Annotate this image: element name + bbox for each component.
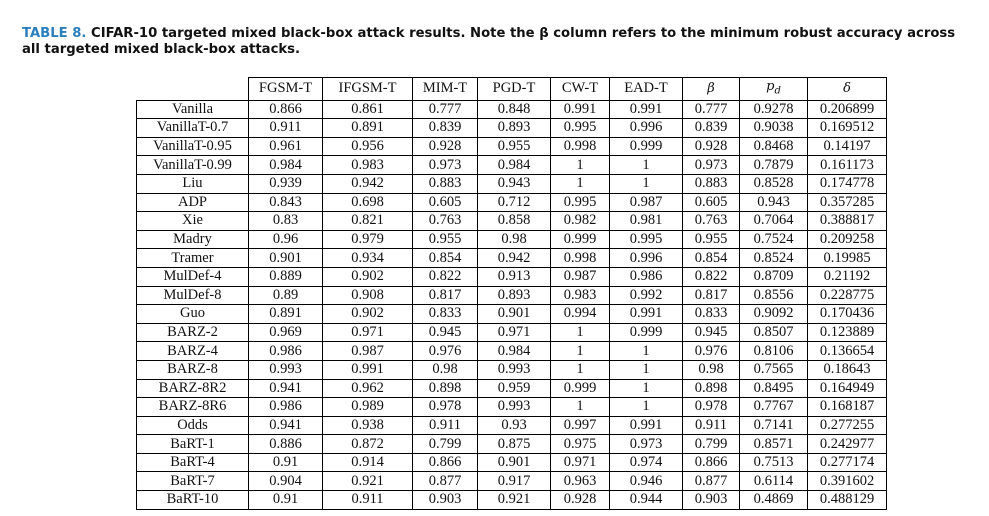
cell-delta: 0.21192 [808,267,887,286]
cell-mim-t: 0.978 [413,398,478,417]
cell-ead-t: 0.946 [610,472,683,491]
cell-ead-t: 0.992 [610,286,683,305]
model-name-cell: Vanilla [137,100,249,119]
cell-beta: 0.973 [683,156,740,175]
cell-cw-t: 0.995 [551,193,610,212]
cell-ead-t: 1 [610,342,683,361]
cell-mim-t: 0.903 [413,491,478,510]
cell-beta: 0.978 [683,398,740,417]
cell-cw-t: 0.999 [551,230,610,249]
cell-mim-t: 0.883 [413,174,478,193]
cell-beta: 0.877 [683,472,740,491]
cell-ifgsm-t: 0.989 [323,398,413,417]
cell-ifgsm-t: 0.979 [323,230,413,249]
cell-ifgsm-t: 0.698 [323,193,413,212]
cell-cw-t: 0.999 [551,379,610,398]
cell-delta: 0.388817 [808,212,887,231]
cell-mim-t: 0.817 [413,286,478,305]
cell-ifgsm-t: 0.821 [323,212,413,231]
cell-ead-t: 0.987 [610,193,683,212]
cell-ead-t: 0.991 [610,100,683,119]
cell-mim-t: 0.605 [413,193,478,212]
cell-pgd-t: 0.959 [478,379,551,398]
results-table-container [136,77,887,510]
cell-fgsm-t: 0.891 [249,305,323,324]
cell-mim-t: 0.928 [413,137,478,156]
model-name-cell: Odds [137,416,249,435]
cell-pgd-t: 0.712 [478,193,551,212]
cell-cw-t: 0.987 [551,267,610,286]
cell-fgsm-t: 0.941 [249,416,323,435]
header-fgsm-t: FGSM-T [249,78,323,101]
cell-ead-t: 0.974 [610,453,683,472]
cell-ifgsm-t: 0.991 [323,360,413,379]
cell-ead-t: 1 [610,174,683,193]
cell-ead-t: 0.981 [610,212,683,231]
cell-delta: 0.228775 [808,286,887,305]
cell-ifgsm-t: 0.861 [323,100,413,119]
header-pd-symbol: p [766,79,775,94]
header-pgd-t: PGD-T [478,78,551,101]
cell-pd: 0.8468 [740,137,808,156]
cell-mim-t: 0.866 [413,453,478,472]
model-name-cell: MulDef-8 [137,286,249,305]
model-name-cell: VanillaT-0.99 [137,156,249,175]
cell-ead-t: 0.973 [610,435,683,454]
cell-ifgsm-t: 0.908 [323,286,413,305]
model-name-cell: VanillaT-0.7 [137,119,249,138]
cell-delta: 0.170436 [808,305,887,324]
table-caption-text: CIFAR-10 targeted mixed black-box attack results. Note the β column refers to the minimum robust accuracy across all targeted mixed black-box attacks. [22,26,956,57]
table-row [137,212,887,231]
cell-ead-t: 1 [610,360,683,379]
table-caption [22,26,972,58]
cell-delta: 0.277255 [808,416,887,435]
table-row [137,267,887,286]
cell-cw-t: 1 [551,323,610,342]
cell-cw-t: 0.963 [551,472,610,491]
cell-beta: 0.928 [683,137,740,156]
model-name-cell: BaRT-1 [137,435,249,454]
cell-fgsm-t: 0.91 [249,453,323,472]
cell-pgd-t: 0.917 [478,472,551,491]
cell-fgsm-t: 0.91 [249,491,323,510]
cell-pgd-t: 0.893 [478,119,551,138]
cell-mim-t: 0.799 [413,435,478,454]
cell-beta: 0.854 [683,249,740,268]
cell-ifgsm-t: 0.902 [323,267,413,286]
cell-ead-t: 0.999 [610,137,683,156]
cell-ifgsm-t: 0.902 [323,305,413,324]
model-name-cell: Madry [137,230,249,249]
cell-delta: 0.242977 [808,435,887,454]
cell-cw-t: 0.997 [551,416,610,435]
cell-mim-t: 0.898 [413,379,478,398]
cell-beta: 0.898 [683,379,740,398]
cell-fgsm-t: 0.901 [249,249,323,268]
model-name-cell: MulDef-4 [137,267,249,286]
cell-ifgsm-t: 0.872 [323,435,413,454]
cell-ifgsm-t: 0.921 [323,472,413,491]
cell-mim-t: 0.822 [413,267,478,286]
cell-pd: 0.9092 [740,305,808,324]
table-row [137,305,887,324]
table-row [137,193,887,212]
table-row [137,156,887,175]
cell-pd: 0.943 [740,193,808,212]
cell-mim-t: 0.833 [413,305,478,324]
table-body [137,100,887,509]
cell-cw-t: 1 [551,174,610,193]
model-name-cell: BARZ-8R6 [137,398,249,417]
cell-mim-t: 0.976 [413,342,478,361]
cell-ead-t: 0.986 [610,267,683,286]
cell-beta: 0.955 [683,230,740,249]
cell-cw-t: 1 [551,342,610,361]
cell-pgd-t: 0.984 [478,156,551,175]
cell-cw-t: 0.975 [551,435,610,454]
model-name-cell: Xie [137,212,249,231]
cell-pd: 0.7524 [740,230,808,249]
cell-pd: 0.9038 [740,119,808,138]
header-ead-t: EAD-T [610,78,683,101]
table-row [137,360,887,379]
cell-cw-t: 1 [551,398,610,417]
cell-ifgsm-t: 0.983 [323,156,413,175]
cell-pd: 0.7767 [740,398,808,417]
cell-fgsm-t: 0.89 [249,286,323,305]
cell-mim-t: 0.955 [413,230,478,249]
cell-fgsm-t: 0.83 [249,212,323,231]
cell-beta: 0.605 [683,193,740,212]
cell-delta: 0.136654 [808,342,887,361]
cell-mim-t: 0.98 [413,360,478,379]
table-row [137,416,887,435]
cell-ifgsm-t: 0.934 [323,249,413,268]
cell-ifgsm-t: 0.987 [323,342,413,361]
cell-pgd-t: 0.858 [478,212,551,231]
cell-beta: 0.903 [683,491,740,510]
cell-beta: 0.799 [683,435,740,454]
cell-fgsm-t: 0.843 [249,193,323,212]
cell-delta: 0.14197 [808,137,887,156]
cell-pgd-t: 0.942 [478,249,551,268]
cell-ifgsm-t: 0.942 [323,174,413,193]
cell-delta: 0.391602 [808,472,887,491]
cell-ead-t: 1 [610,398,683,417]
cell-fgsm-t: 0.993 [249,360,323,379]
cell-ifgsm-t: 0.938 [323,416,413,435]
table-row [137,286,887,305]
cell-pgd-t: 0.943 [478,174,551,193]
table-row [137,379,887,398]
cell-cw-t: 1 [551,156,610,175]
model-name-cell: BARZ-2 [137,323,249,342]
cell-cw-t: 0.991 [551,100,610,119]
cell-mim-t: 0.945 [413,323,478,342]
cell-fgsm-t: 0.969 [249,323,323,342]
cell-pd: 0.8106 [740,342,808,361]
cell-mim-t: 0.911 [413,416,478,435]
cell-pd: 0.8528 [740,174,808,193]
cell-beta: 0.817 [683,286,740,305]
model-name-cell: VanillaT-0.95 [137,137,249,156]
model-name-cell: BARZ-4 [137,342,249,361]
cell-delta: 0.168187 [808,398,887,417]
cell-ead-t: 0.991 [610,416,683,435]
cell-delta: 0.161173 [808,156,887,175]
cell-pd: 0.8495 [740,379,808,398]
cell-cw-t: 0.998 [551,249,610,268]
cell-fgsm-t: 0.939 [249,174,323,193]
cell-fgsm-t: 0.986 [249,398,323,417]
cell-pd: 0.7141 [740,416,808,435]
model-name-cell: BaRT-7 [137,472,249,491]
cell-ead-t: 1 [610,379,683,398]
cell-pgd-t: 0.921 [478,491,551,510]
cell-beta: 0.866 [683,453,740,472]
table-row [137,435,887,454]
header-delta: δ [808,78,887,101]
cell-mim-t: 0.777 [413,100,478,119]
cell-pd: 0.8524 [740,249,808,268]
cell-pd: 0.9278 [740,100,808,119]
cell-pgd-t: 0.984 [478,342,551,361]
cell-beta: 0.98 [683,360,740,379]
cell-ifgsm-t: 0.956 [323,137,413,156]
cell-beta: 0.822 [683,267,740,286]
cell-fgsm-t: 0.866 [249,100,323,119]
cell-fgsm-t: 0.984 [249,156,323,175]
cell-cw-t: 0.971 [551,453,610,472]
cell-pd: 0.8556 [740,286,808,305]
table-row [137,398,887,417]
cell-pgd-t: 0.971 [478,323,551,342]
cell-delta: 0.206899 [808,100,887,119]
model-name-cell: Liu [137,174,249,193]
model-name-cell: BARZ-8 [137,360,249,379]
cell-delta: 0.277174 [808,453,887,472]
cell-ifgsm-t: 0.891 [323,119,413,138]
cell-cw-t: 0.983 [551,286,610,305]
cell-delta: 0.169512 [808,119,887,138]
cell-mim-t: 0.763 [413,212,478,231]
cell-mim-t: 0.877 [413,472,478,491]
cell-ead-t: 0.944 [610,491,683,510]
model-name-cell: ADP [137,193,249,212]
cell-delta: 0.357285 [808,193,887,212]
cell-delta: 0.164949 [808,379,887,398]
cell-delta: 0.488129 [808,491,887,510]
cell-beta: 0.976 [683,342,740,361]
header-ifgsm-t: IFGSM-T [323,78,413,101]
cell-pgd-t: 0.893 [478,286,551,305]
header-corner-cell [137,78,249,101]
cell-ead-t: 0.996 [610,119,683,138]
header-pd [740,78,808,101]
cell-cw-t: 0.998 [551,137,610,156]
cell-pd: 0.7064 [740,212,808,231]
cell-beta: 0.883 [683,174,740,193]
table-row [137,100,887,119]
cell-cw-t: 0.994 [551,305,610,324]
table-row [137,230,887,249]
table-row [137,137,887,156]
cell-pgd-t: 0.848 [478,100,551,119]
cell-fgsm-t: 0.911 [249,119,323,138]
cell-ead-t: 0.999 [610,323,683,342]
cell-pgd-t: 0.993 [478,398,551,417]
cell-pd: 0.7879 [740,156,808,175]
cell-pgd-t: 0.993 [478,360,551,379]
cell-beta: 0.833 [683,305,740,324]
cell-fgsm-t: 0.941 [249,379,323,398]
model-name-cell: Tramer [137,249,249,268]
table-row [137,491,887,510]
cell-delta: 0.123889 [808,323,887,342]
table-row [137,453,887,472]
cell-beta: 0.763 [683,212,740,231]
results-table [136,77,887,510]
cell-fgsm-t: 0.961 [249,137,323,156]
cell-cw-t: 1 [551,360,610,379]
cell-delta: 0.19985 [808,249,887,268]
cell-pd: 0.8571 [740,435,808,454]
model-name-cell: BaRT-4 [137,453,249,472]
cell-cw-t: 0.928 [551,491,610,510]
table-caption-label: TABLE 8. [22,26,87,41]
cell-pgd-t: 0.98 [478,230,551,249]
cell-pgd-t: 0.875 [478,435,551,454]
cell-pd: 0.8709 [740,267,808,286]
cell-cw-t: 0.982 [551,212,610,231]
cell-beta: 0.945 [683,323,740,342]
cell-pd: 0.6114 [740,472,808,491]
cell-pgd-t: 0.93 [478,416,551,435]
cell-cw-t: 0.995 [551,119,610,138]
model-name-cell: Guo [137,305,249,324]
cell-pd: 0.7513 [740,453,808,472]
cell-pgd-t: 0.955 [478,137,551,156]
header-mim-t: MIM-T [413,78,478,101]
table-row [137,472,887,491]
cell-ifgsm-t: 0.914 [323,453,413,472]
cell-pgd-t: 0.901 [478,453,551,472]
cell-beta: 0.911 [683,416,740,435]
cell-pd: 0.7565 [740,360,808,379]
cell-mim-t: 0.839 [413,119,478,138]
cell-delta: 0.18643 [808,360,887,379]
cell-ead-t: 0.991 [610,305,683,324]
model-name-cell: BaRT-10 [137,491,249,510]
cell-ead-t: 1 [610,156,683,175]
cell-pd: 0.8507 [740,323,808,342]
cell-fgsm-t: 0.904 [249,472,323,491]
table-row [137,323,887,342]
table-row [137,342,887,361]
table-row [137,174,887,193]
cell-fgsm-t: 0.986 [249,342,323,361]
cell-delta: 0.209258 [808,230,887,249]
cell-ifgsm-t: 0.962 [323,379,413,398]
cell-beta: 0.839 [683,119,740,138]
cell-pgd-t: 0.901 [478,305,551,324]
cell-mim-t: 0.973 [413,156,478,175]
table-row [137,119,887,138]
cell-ead-t: 0.996 [610,249,683,268]
cell-fgsm-t: 0.96 [249,230,323,249]
cell-pgd-t: 0.913 [478,267,551,286]
cell-ifgsm-t: 0.911 [323,491,413,510]
cell-pd: 0.4869 [740,491,808,510]
cell-ifgsm-t: 0.971 [323,323,413,342]
header-pd-subscript: d [774,85,781,97]
cell-beta: 0.777 [683,100,740,119]
cell-mim-t: 0.854 [413,249,478,268]
cell-fgsm-t: 0.886 [249,435,323,454]
header-beta: β [683,78,740,101]
header-cw-t: CW-T [551,78,610,101]
model-name-cell: BARZ-8R2 [137,379,249,398]
cell-ead-t: 0.995 [610,230,683,249]
table-header-row [137,78,887,101]
cell-fgsm-t: 0.889 [249,267,323,286]
cell-delta: 0.174778 [808,174,887,193]
table-row [137,249,887,268]
